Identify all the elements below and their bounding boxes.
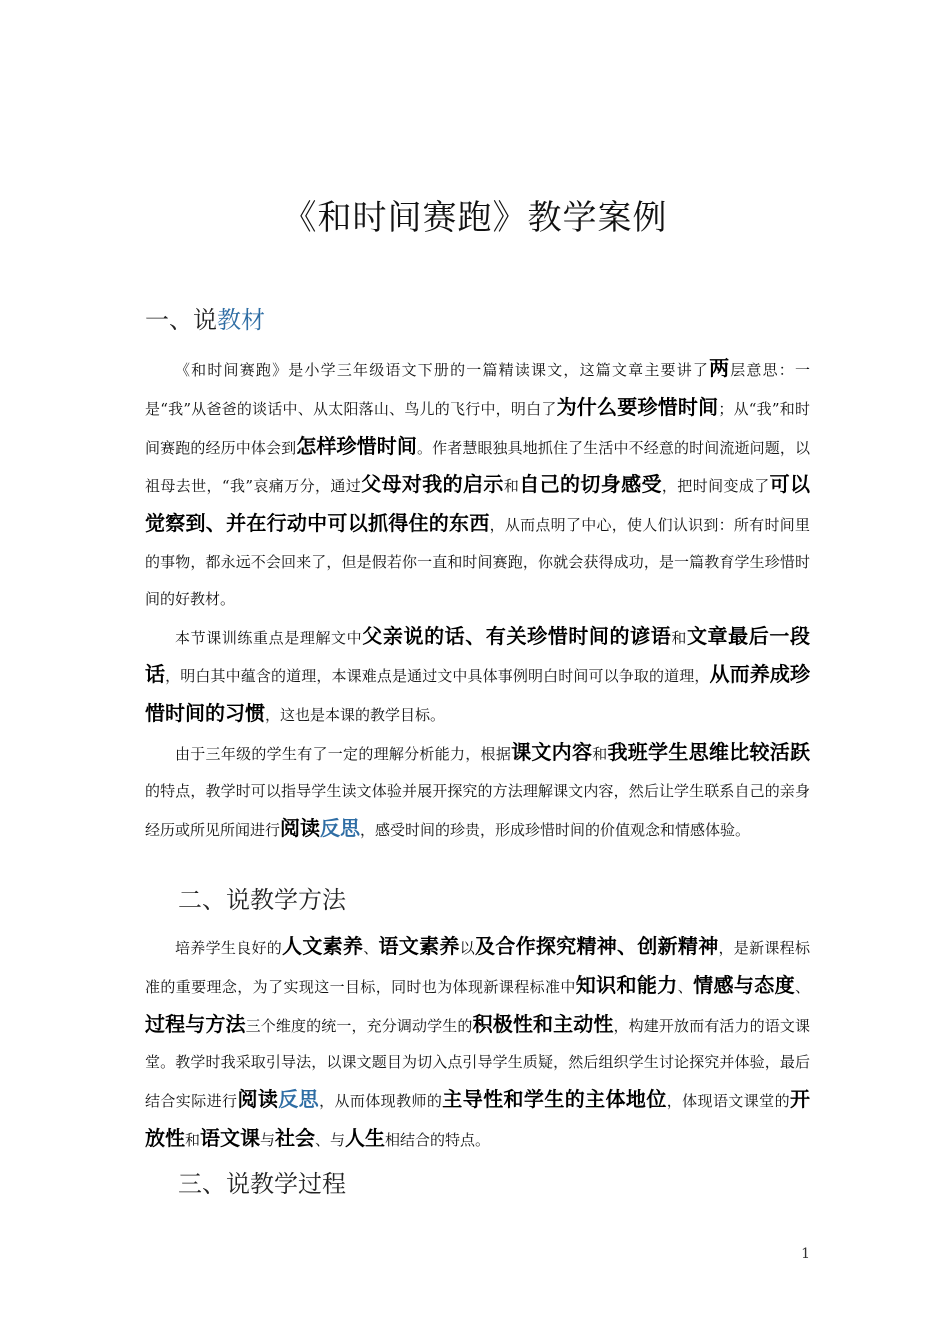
section-2-body xyxy=(145,928,810,1159)
body-text: 、 xyxy=(794,977,810,996)
section-1-heading-blue: 教材 xyxy=(217,306,265,334)
emphasis-text: 阅读 xyxy=(237,1087,279,1112)
body-text: 《和时间赛跑》是小学三年级语文下册的一篇精读课文，这篇文章主要讲了 xyxy=(175,361,710,379)
body-text: 本节课训练重点是理解文中 xyxy=(175,628,363,647)
section-2-heading: 二、说教学方法 xyxy=(178,886,346,914)
emphasis-text: 自己的切身感受 xyxy=(519,472,662,497)
emphasis-text: 及合作探究精神、创新精神 xyxy=(474,934,719,958)
body-text: 、与 xyxy=(315,1130,346,1149)
emphasis-text: 怎样珍惜时间 xyxy=(296,433,417,458)
body-text: 和 xyxy=(503,477,520,496)
emphasis-text: 我班学生思维比较活跃 xyxy=(607,739,810,764)
emphasis-text: 阅读 xyxy=(280,815,321,840)
emphasis-text: 从而养成珍惜时间的习惯 xyxy=(145,662,811,726)
page-number: 1 xyxy=(801,1246,810,1262)
body-text: ，体现语文课堂的 xyxy=(666,1092,790,1111)
body-text: ，把时间变成了 xyxy=(661,477,770,496)
body-text: ，构建开放而有活力的语文课堂。教学时我采取引导法，以课文题目为切入点引导学生质疑，然后组织学生讨论探究并体验，最后结合实际进行 xyxy=(145,1016,810,1111)
emphasis-text: 父母对我的启示 xyxy=(361,472,504,497)
body-text: ，从而体现教师的 xyxy=(319,1092,443,1111)
emphasis-text: 知识和能力 xyxy=(575,972,678,997)
body-text: 层意思：一是“我”从爸爸的谈话中、从太阳落山、鸟儿的飞行中，明白了 xyxy=(145,361,810,418)
body-text: 的特点，教学时可以指导学生读文体验并展开探究的方法理解课文内容，然后让学生联系自己的亲身经历或所见所闻进行 xyxy=(145,781,810,839)
emphasis-text: 积极性和主动性 xyxy=(472,1011,614,1036)
body-text: ，这也是本课的教学目标。 xyxy=(265,706,446,725)
emphasis-text: 可以觉察到、并在行动中可以抓得住的东西 xyxy=(145,472,811,536)
section-3-heading: 三、说教学过程 xyxy=(178,1170,346,1198)
body-text: 三个维度的统一，充分调动学生的 xyxy=(245,1016,473,1035)
body-text: ；从“我”和时间赛跑的经历中体会到 xyxy=(145,399,811,457)
body-text: 和 xyxy=(592,744,608,763)
body-text: 和 xyxy=(671,628,687,647)
section-1-body xyxy=(145,350,810,848)
emphasis-text: 父亲说的话、有关珍惜时间的谚语 xyxy=(362,623,672,648)
emphasis-text: 文章最后一段话 xyxy=(145,623,810,687)
section-1-heading xyxy=(145,300,265,335)
emphasis-text: 开放性 xyxy=(145,1087,810,1150)
emphasis-text: 两 xyxy=(709,356,731,380)
emphasis-blue-text: 反思 xyxy=(320,815,361,840)
emphasis-blue-text: 反思 xyxy=(278,1087,320,1112)
paragraph xyxy=(145,734,810,848)
body-text: 由于三年级的学生有了一定的理解分析能力，根据 xyxy=(175,744,512,763)
body-text: 以 xyxy=(459,939,475,957)
emphasis-text: 语文课 xyxy=(200,1125,261,1150)
emphasis-text: 社会 xyxy=(275,1125,316,1150)
body-text: 相结合的特点。 xyxy=(385,1130,491,1149)
body-text: ，明白其中蕴含的道理，本课难点是通过文中具体事例明白时间可以争取的道理， xyxy=(165,667,710,686)
emphasis-text: 为什么要珍惜时间 xyxy=(556,394,719,419)
document-title: 《和时间赛跑》教学案例 xyxy=(282,198,668,238)
body-text: ，从而点明了中心，使人们认识到：所有时间里的事物，都永远不会回来了，但是假若你一直和时间赛跑，你就会获得成功，是一篇教育学生珍惜时间的好教材。 xyxy=(145,516,810,608)
body-text: ，感受时间的珍贵，形成珍惜时间的价值观念和情感体验。 xyxy=(360,820,751,839)
body-text: 培养学生良好的 xyxy=(175,939,283,957)
paragraph xyxy=(145,350,810,618)
emphasis-text: 语文素养 xyxy=(378,934,460,958)
body-text: 、 xyxy=(677,977,694,996)
body-text: 。作者慧眼独具地抓住了生活中不经意的时间流逝问题，以祖母去世，“我”哀痛万分，通过 xyxy=(145,438,810,496)
section-1-heading-prefix: 一、说 xyxy=(145,306,217,334)
emphasis-text: 主导性和学生的主体地位 xyxy=(442,1087,667,1112)
body-text: 与 xyxy=(260,1130,276,1149)
body-text: 、 xyxy=(363,939,379,957)
paragraph xyxy=(145,928,810,1159)
emphasis-text: 情感与态度 xyxy=(693,972,795,997)
emphasis-text: 人生 xyxy=(345,1125,386,1150)
paragraph xyxy=(145,618,810,734)
emphasis-text: 人文素养 xyxy=(282,934,364,958)
emphasis-text: 课文内容 xyxy=(511,739,593,764)
body-text: 和 xyxy=(185,1130,201,1149)
emphasis-text: 过程与方法 xyxy=(145,1011,246,1036)
body-text: ，是新课程标准的重要理念，为了实现这一目标，同时也为体现新课程标准中 xyxy=(145,939,810,996)
